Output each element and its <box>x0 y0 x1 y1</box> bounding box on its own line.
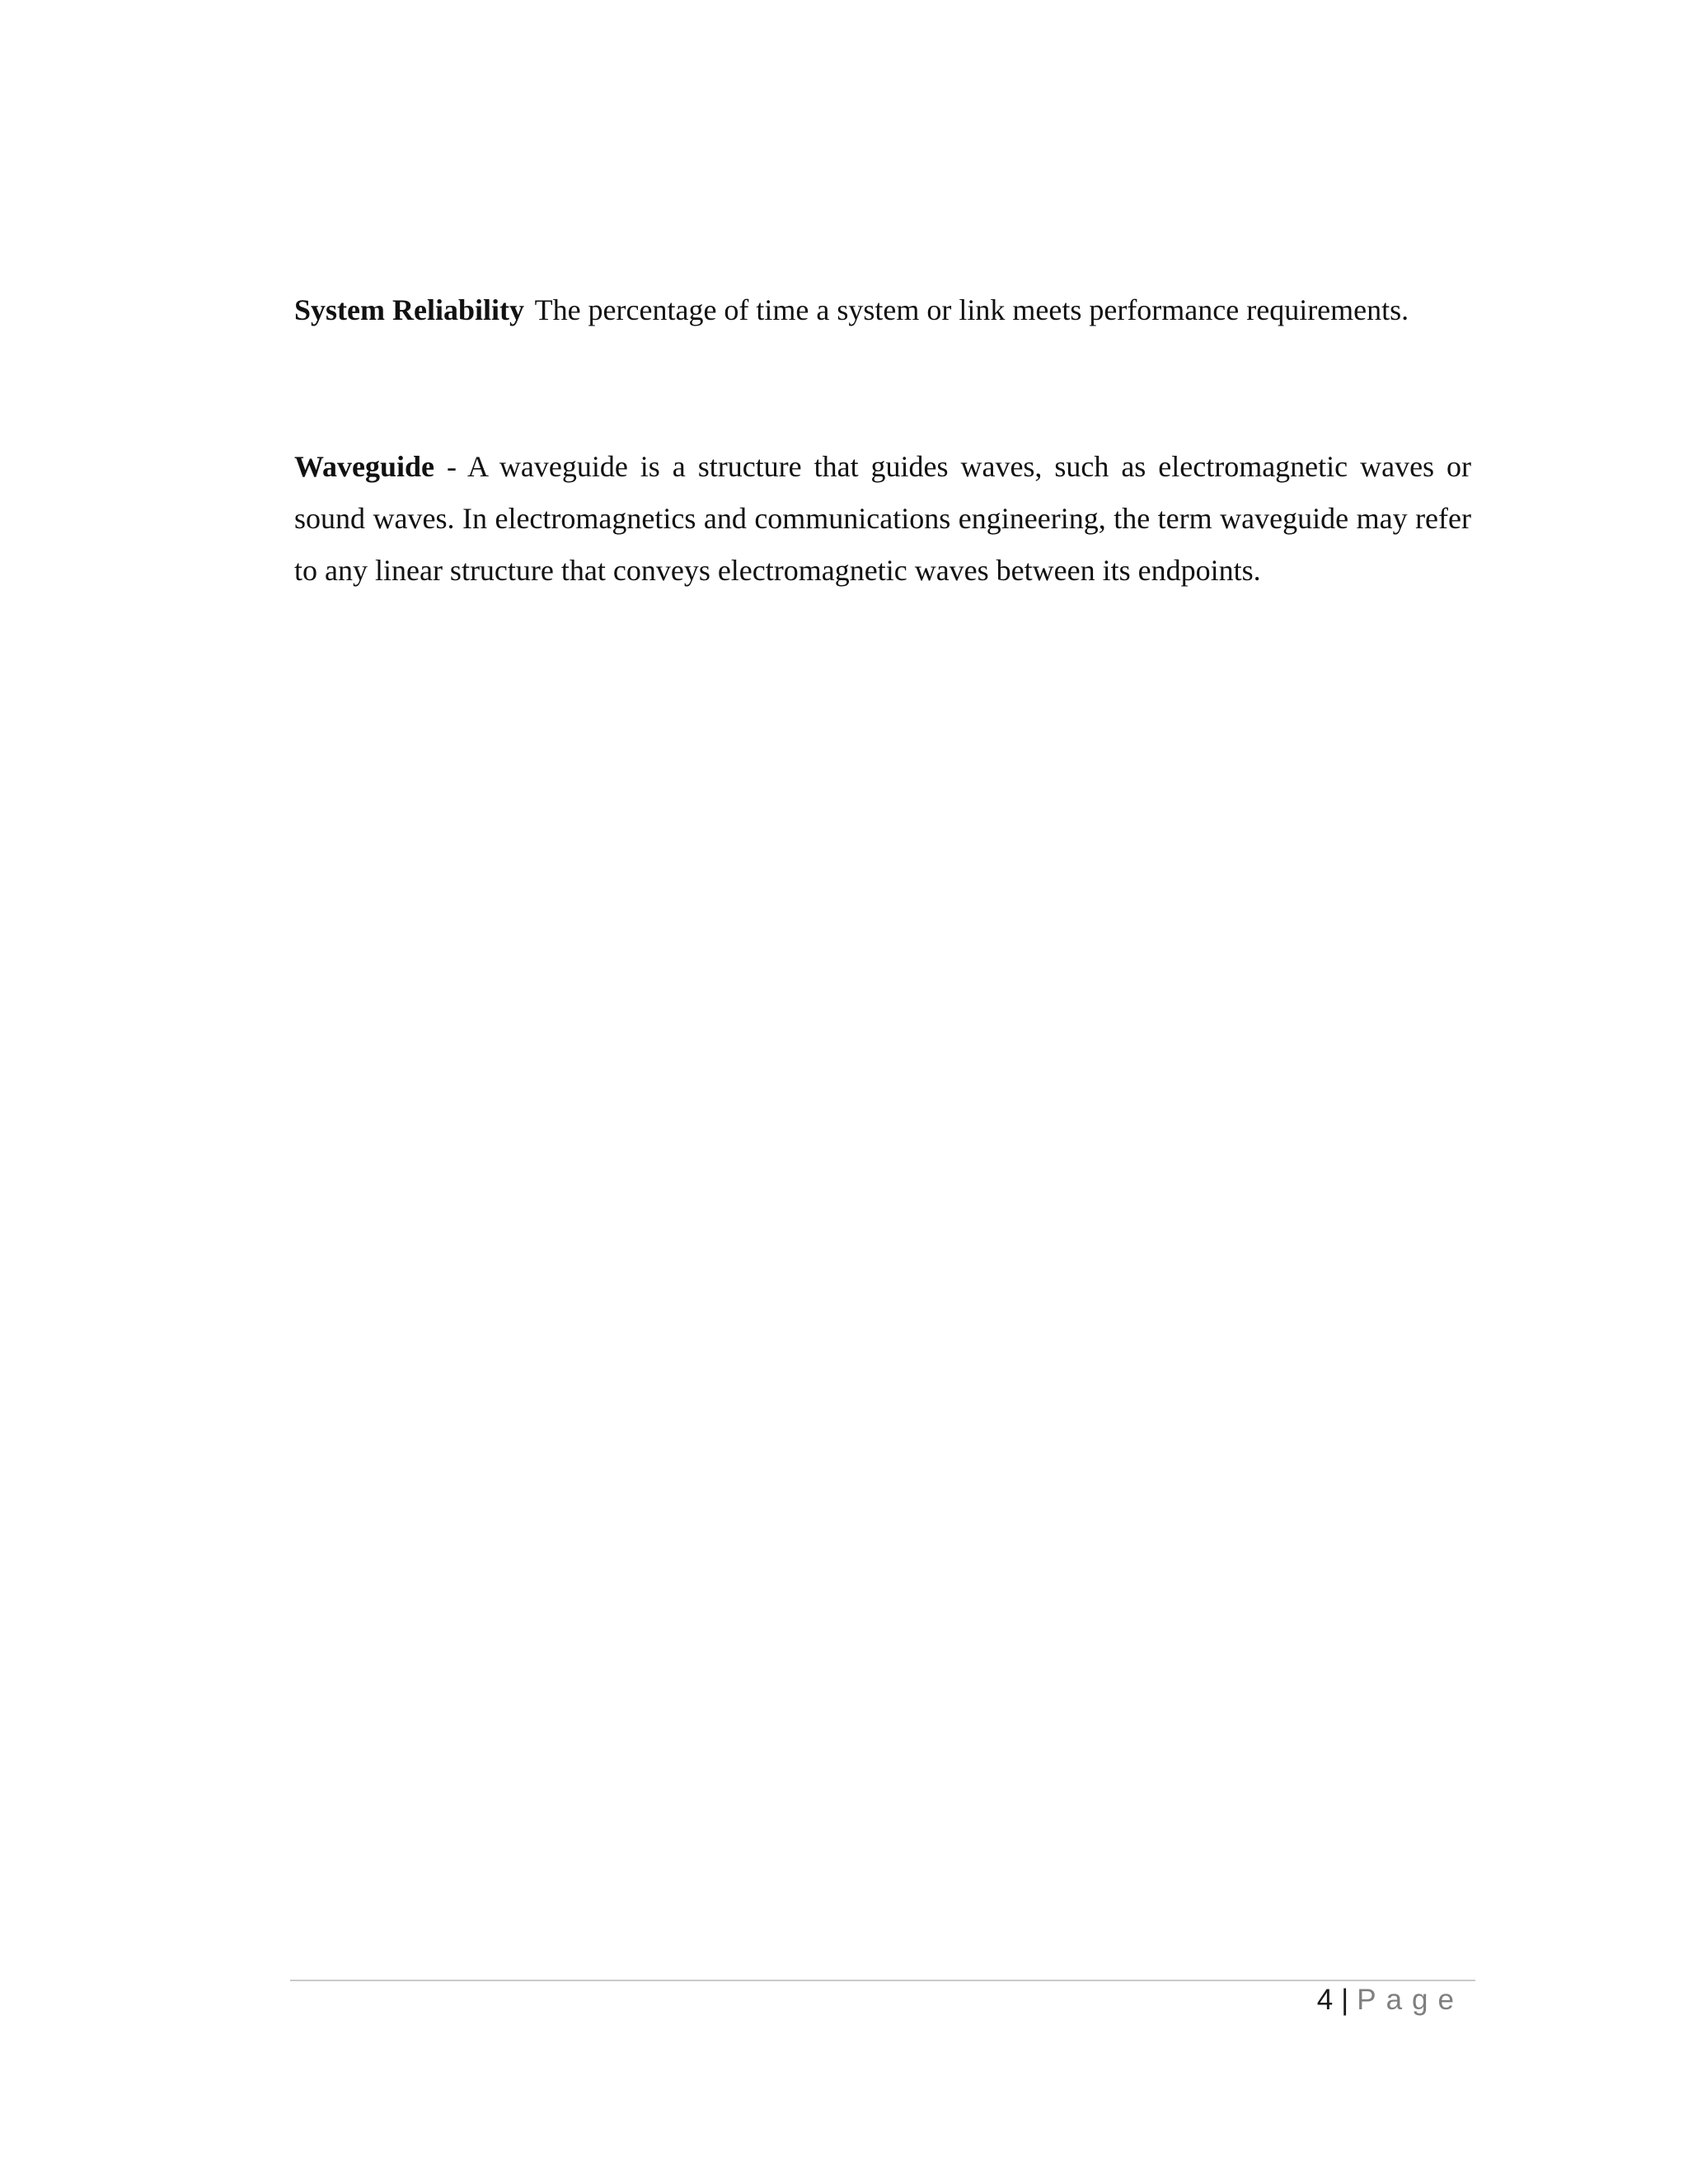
page-label: Page <box>1357 1984 1464 2016</box>
page-footer <box>1317 1980 1464 2021</box>
page-number: 4 <box>1316 1984 1334 2016</box>
glossary-entry-waveguide <box>294 441 1471 597</box>
glossary-separator: - <box>434 450 467 483</box>
glossary-term: System Reliability <box>294 293 524 326</box>
glossary-definition: The percentage of time a system or link meets performance requirements. <box>534 293 1409 326</box>
glossary-definition: A waveguide is a structure that guides waves, such as electromagnetic waves or sound waves. In electromagnetics and communications engineering, the term waveguide may refer to any linear structure that conveys electromagnetic waves between its endpoints. <box>294 450 1471 587</box>
glossary-entry-system-reliability <box>294 284 1471 336</box>
glossary-term: Waveguide <box>294 450 435 483</box>
footer-divider <box>290 1980 1475 1981</box>
footer-separator: | <box>1341 1984 1349 2016</box>
